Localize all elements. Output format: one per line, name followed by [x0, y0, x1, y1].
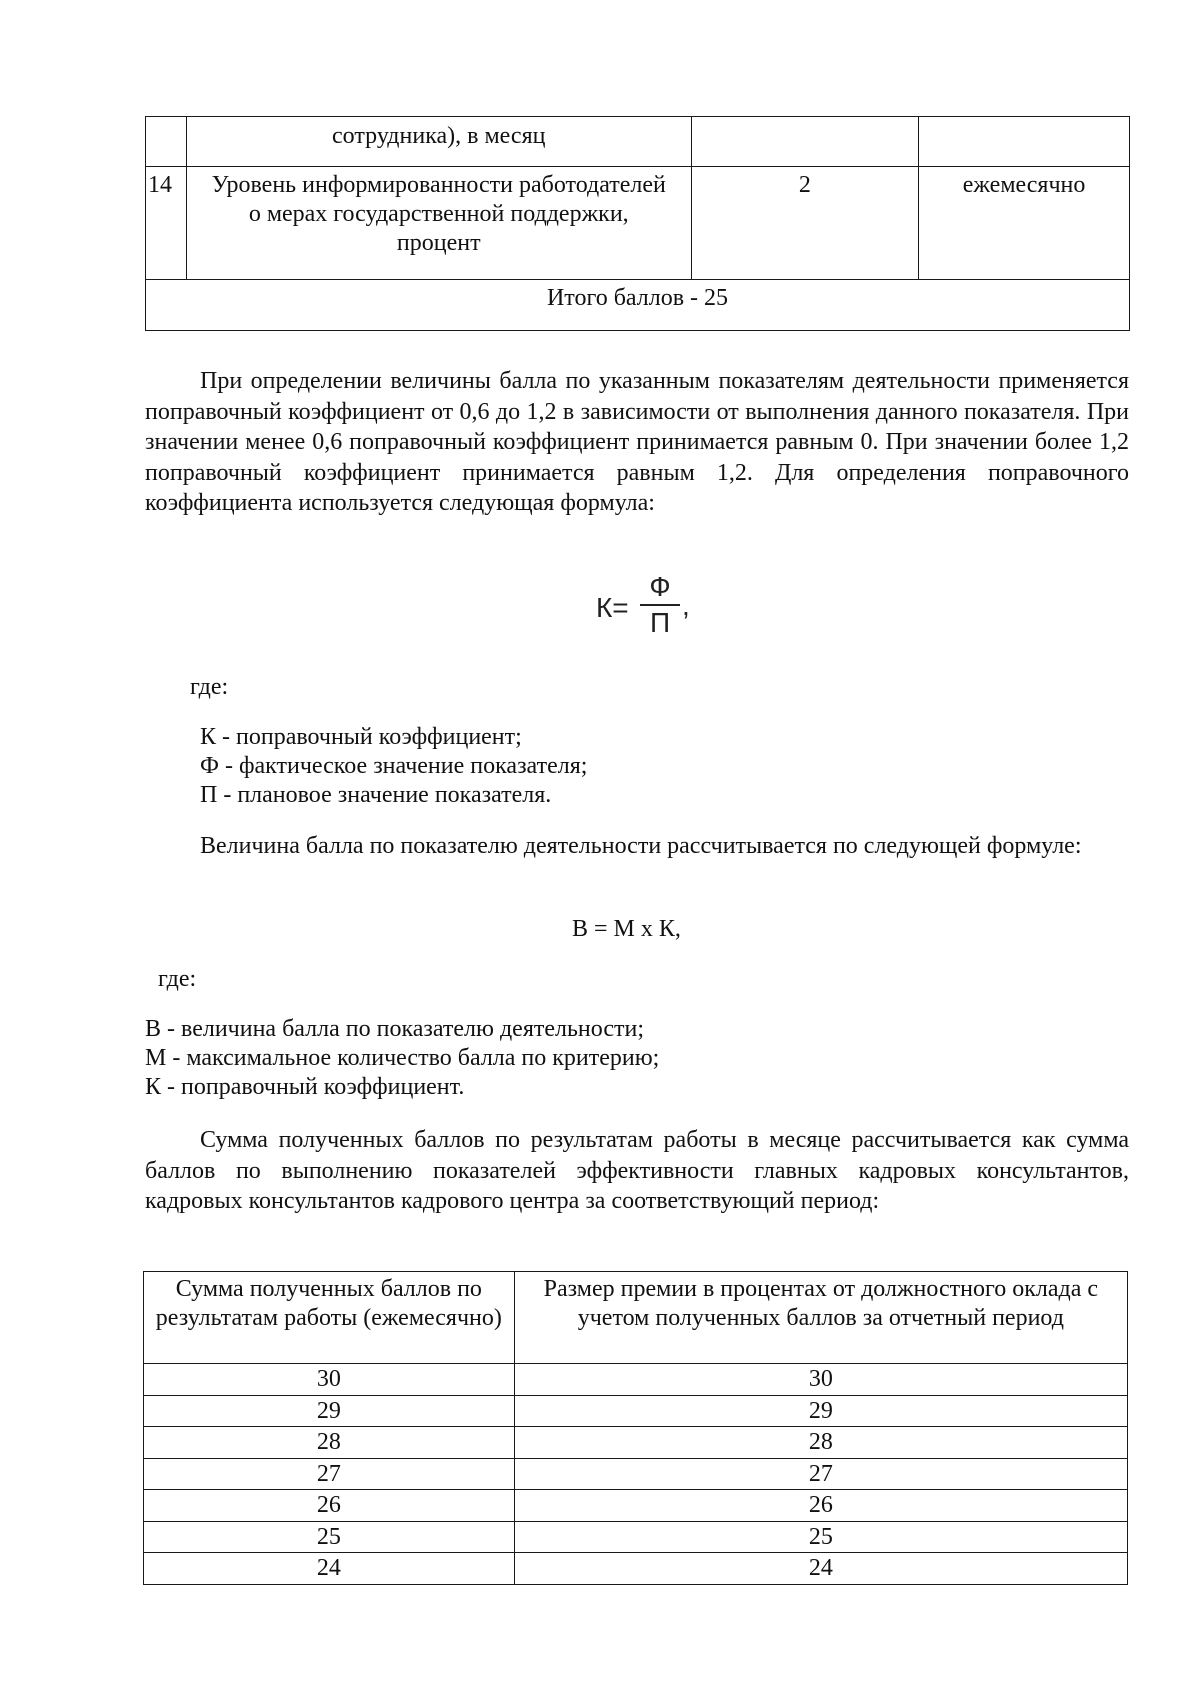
row-number: 14: [146, 167, 187, 280]
formula-lhs: К=: [596, 592, 629, 623]
formula-numerator: Ф: [649, 571, 671, 602]
where-label: где:: [190, 674, 229, 700]
periodicity-cell: ежемесячно: [919, 167, 1130, 280]
points-cell: [691, 117, 919, 167]
definition-item: К - поправочный коэффициент;: [200, 724, 522, 750]
table-row: [144, 1395, 1128, 1427]
header-bonus: Размер премии в процентах от должностного оклада с учетом полученных баллов за отчетный период: [514, 1272, 1127, 1364]
table-row: [144, 1427, 1128, 1459]
table-header-row: [144, 1272, 1128, 1364]
bonus-table: [143, 1271, 1128, 1585]
definition-item: В - величина балла по показателю деятельности;: [145, 1016, 645, 1042]
points-cell: 24: [144, 1553, 515, 1585]
definition-item: М - максимальное количество балла по критерию;: [145, 1045, 660, 1071]
row-number: [146, 117, 187, 167]
periodicity-cell: [919, 117, 1130, 167]
paragraph-coefficient: При определении величины балла по указанным показателям деятельности применяется поправочный коэффициент от 0,6 до 1,2 в зависимости от выполнения данного показателя. При значении менее 0,6 поправочный коэффициент принимается равным 0. При значении более 1,2 поправочный коэффициент принимается равным 1,2. Для определения поправочного коэффициента используется следующая формула:: [145, 368, 1129, 516]
points-cell: 26: [144, 1490, 515, 1522]
header-points: Сумма полученных баллов по результатам работы (ежемесячно): [144, 1272, 515, 1364]
indicators-table: [145, 116, 1130, 331]
table-row: [146, 167, 1130, 280]
definition-item: Ф - фактическое значение показателя;: [200, 753, 588, 779]
table-total-row: [146, 280, 1130, 331]
points-cell: 2: [691, 167, 919, 280]
table-row: [144, 1364, 1128, 1396]
formula-denominator: П: [649, 607, 671, 638]
table-row: [144, 1521, 1128, 1553]
points-cell: 27: [144, 1458, 515, 1490]
formula-fraction: [640, 572, 680, 638]
paragraph-sum: Сумма полученных баллов по результатам работы в месяце рассчитывается как сумма баллов по выполнению показателей эффективности главных кадровых консультантов, кадровых консультантов кадрового центра за соответствующий период:: [145, 1127, 1129, 1214]
table-row: [144, 1458, 1128, 1490]
points-cell: 28: [144, 1427, 515, 1459]
definition-item: К - поправочный коэффициент.: [145, 1074, 465, 1100]
where-label: где:: [158, 966, 197, 992]
total-cell: Итого баллов - 25: [146, 280, 1130, 331]
score-formula: В = М х К,: [572, 916, 681, 942]
bonus-cell: 30: [514, 1364, 1127, 1396]
bonus-cell: 29: [514, 1395, 1127, 1427]
definition-item: П - плановое значение показателя.: [200, 782, 552, 808]
bonus-cell: 28: [514, 1427, 1127, 1459]
bonus-cell: 26: [514, 1490, 1127, 1522]
table-row: [144, 1553, 1128, 1585]
paragraph-score: Величина балла по показателю деятельности рассчитывается по следующей формуле:: [200, 833, 1082, 859]
points-cell: 30: [144, 1364, 515, 1396]
indicator-cell: Уровень информированности работодателей о мерах государственной поддержки, процент: [186, 167, 691, 280]
table-row: [146, 117, 1130, 167]
table-row: [144, 1490, 1128, 1522]
bonus-cell: 27: [514, 1458, 1127, 1490]
bonus-cell: 24: [514, 1553, 1127, 1585]
bonus-cell: 25: [514, 1521, 1127, 1553]
fraction-bar: [640, 604, 680, 606]
formula-comma: ,: [682, 590, 690, 621]
indicator-cell: сотрудника), в месяц: [186, 117, 691, 167]
points-cell: 29: [144, 1395, 515, 1427]
points-cell: 25: [144, 1521, 515, 1553]
